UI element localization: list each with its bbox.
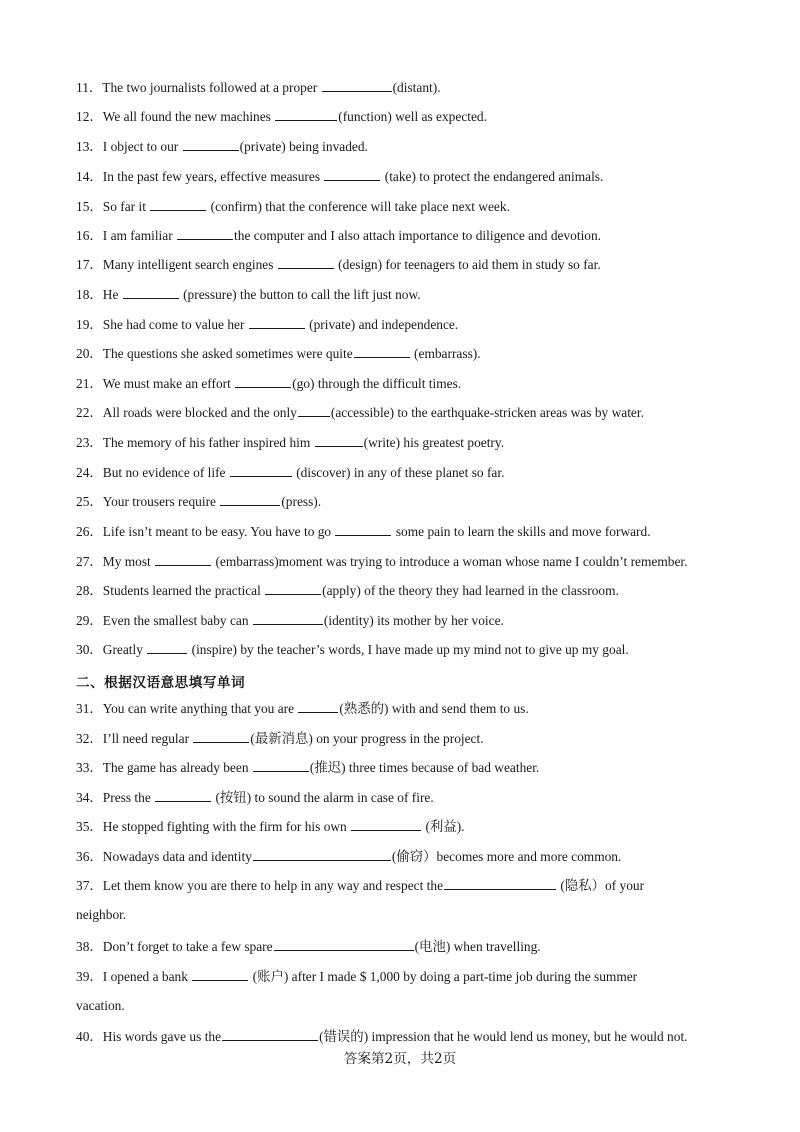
question-number: 20． — [76, 346, 103, 361]
question-item — [76, 937, 760, 956]
question-text-before: All roads were blocked and the only — [102, 405, 297, 420]
question-number: 15． — [76, 199, 103, 214]
question-item — [76, 729, 760, 748]
answer-blank[interactable] — [123, 285, 179, 299]
question-item — [76, 344, 760, 363]
question-text-before: Even the smallest baby can — [102, 613, 252, 628]
question-text-before: So far it — [102, 199, 150, 214]
question-number: 33． — [76, 760, 103, 775]
answer-blank[interactable] — [147, 640, 187, 654]
answer-blank[interactable] — [193, 729, 249, 743]
question-item — [76, 107, 760, 126]
question-text-after: (take) to protect the endangered animals. — [381, 169, 604, 184]
question-text-before: His words gave us the — [102, 1029, 222, 1044]
question-item — [76, 699, 760, 718]
question-text-after: (private) being invaded. — [239, 139, 368, 154]
answer-blank[interactable] — [235, 374, 291, 388]
question-text-after: (隐私）of your — [557, 878, 645, 893]
answer-blank[interactable] — [278, 255, 334, 269]
question-number: 39． — [76, 969, 103, 984]
answer-blank[interactable] — [322, 78, 392, 92]
question-text-before: Don’t forget to take a few spare — [102, 939, 273, 954]
question-text-after: (错误的) impression that he would lend us money, but he would not. — [319, 1029, 688, 1044]
answer-blank[interactable] — [275, 107, 337, 121]
question-item — [76, 137, 760, 156]
question-text-after: (press). — [281, 494, 322, 509]
question-text-before: We must make an effort — [102, 376, 235, 391]
question-item — [76, 463, 760, 482]
question-text-after: (推迟) three times because of bad weather. — [309, 760, 540, 775]
question-item — [76, 552, 760, 571]
question-number: 34． — [76, 790, 103, 805]
question-item — [76, 847, 760, 866]
question-text-after: (电池) when travelling. — [414, 939, 541, 954]
question-number: 21． — [76, 376, 103, 391]
question-number: 31． — [76, 701, 103, 716]
answer-blank[interactable] — [298, 699, 338, 713]
question-text-after: (private) and independence. — [305, 317, 459, 332]
question-number: 29． — [76, 613, 103, 628]
question-item — [76, 1027, 760, 1046]
question-number: 38． — [76, 939, 103, 954]
question-text-before: I opened a bank — [102, 969, 192, 984]
question-text-before: The game has already been — [102, 760, 252, 775]
question-text-before: Your trousers require — [102, 494, 220, 509]
question-text-before: The memory of his father inspired him — [102, 435, 314, 450]
answer-blank[interactable] — [324, 167, 380, 181]
question-item — [76, 374, 760, 393]
question-text-before: Life isn’t meant to be easy. You have to go — [102, 524, 335, 539]
answer-blank[interactable] — [335, 522, 391, 536]
question-text-before: The questions she asked sometimes were quite — [102, 346, 353, 361]
question-text-before: Let them know you are there to help in any way and respect the — [102, 878, 444, 893]
question-number: 36． — [76, 849, 103, 864]
question-item — [76, 433, 760, 452]
answer-blank[interactable] — [444, 876, 556, 890]
question-text-before: I am familiar — [102, 228, 177, 243]
question-number: 17． — [76, 257, 103, 272]
question-number: 37． — [76, 878, 103, 893]
question-number: 22． — [76, 405, 103, 420]
answer-blank[interactable] — [298, 403, 330, 417]
question-text-before: He — [102, 287, 122, 302]
answer-blank[interactable] — [183, 137, 239, 151]
question-item — [76, 967, 760, 986]
question-number: 25． — [76, 494, 103, 509]
answer-blank[interactable] — [351, 817, 421, 831]
question-text-after: (账户) after I made $ 1,000 by doing a part-time job during the summer — [249, 969, 638, 984]
continuation-39: vacation. — [76, 998, 125, 1013]
answer-blank[interactable] — [177, 226, 233, 240]
question-item — [76, 78, 760, 97]
answer-blank[interactable] — [155, 788, 211, 802]
question-text-after: (embarrass)moment was trying to introduce a woman whose name I couldn’t remember. — [212, 554, 688, 569]
question-item — [76, 611, 760, 630]
question-text-after: (design) for teenagers to aid them in study so far. — [334, 257, 601, 272]
question-text-before: I object to our — [102, 139, 182, 154]
question-text-after: (discover) in any of these planet so far. — [292, 465, 505, 480]
question-item — [76, 167, 760, 186]
question-text-before: Many intelligent search engines — [102, 257, 277, 272]
answer-blank[interactable] — [274, 937, 414, 951]
answer-blank[interactable] — [192, 967, 248, 981]
question-number: 11． — [76, 80, 103, 95]
question-text-after: the computer and I also attach importance to diligence and devotion. — [234, 228, 602, 243]
question-item — [76, 315, 760, 334]
question-text-before: You can write anything that you are — [102, 701, 298, 716]
page-footer: 答案第2页，共2页 — [343, 1051, 457, 1067]
question-text-after: (熟悉的) with and send them to us. — [339, 701, 529, 716]
question-item — [76, 817, 760, 836]
question-item — [76, 255, 760, 274]
answer-blank[interactable] — [155, 552, 211, 566]
question-number: 12． — [76, 109, 103, 124]
question-text-after: (偷窃）becomes more and more common. — [391, 849, 622, 864]
question-number: 35． — [76, 819, 103, 834]
question-number: 28． — [76, 583, 103, 598]
question-text-after: (accessible) to the earthquake-stricken areas was by water. — [330, 405, 644, 420]
question-text-after: (go) through the difficult times. — [292, 376, 462, 391]
question-text-after: (write) his greatest poetry. — [363, 435, 505, 450]
answer-blank[interactable] — [220, 492, 280, 506]
question-text-before: He stopped fighting with the firm for his own — [102, 819, 351, 834]
question-text-before: Greatly — [102, 642, 147, 657]
question-item — [76, 876, 760, 895]
question-text-after: (按钮) to sound the alarm in case of fire. — [212, 790, 434, 805]
question-text-before: In the past few years, effective measures — [102, 169, 324, 184]
question-number: 24． — [76, 465, 103, 480]
question-text-before: Students learned the practical — [102, 583, 265, 598]
question-text-after: (pressure) the button to call the lift just now. — [179, 287, 421, 302]
question-number: 40． — [76, 1029, 103, 1044]
question-text-before: She had come to value her — [102, 317, 248, 332]
question-item — [76, 522, 760, 541]
question-item — [76, 640, 760, 659]
question-text-after: (distant). — [392, 80, 441, 95]
question-item — [76, 788, 760, 807]
question-text-after: some pain to learn the skills and move forward. — [392, 524, 651, 539]
answer-blank[interactable] — [265, 581, 321, 595]
question-number: 18． — [76, 287, 103, 302]
question-text-after: (identity) its mother by her voice. — [323, 613, 504, 628]
question-item — [76, 581, 760, 600]
question-number: 27． — [76, 554, 103, 569]
answer-blank[interactable] — [253, 611, 323, 625]
question-text-before: Nowadays data and identity — [102, 849, 252, 864]
answer-blank[interactable] — [253, 847, 391, 861]
question-item — [76, 492, 760, 511]
answer-blank[interactable] — [249, 315, 305, 329]
answer-blank[interactable] — [230, 463, 292, 477]
question-number: 13． — [76, 139, 103, 154]
question-text-after: (apply) of the theory they had learned in the classroom. — [322, 583, 619, 598]
question-item — [76, 758, 760, 777]
question-item — [76, 285, 760, 304]
question-text-before: But no evidence of life — [102, 465, 229, 480]
question-text-after: (embarrass). — [410, 346, 481, 361]
question-item — [76, 197, 760, 216]
question-text-after: (confirm) that the conference will take place next week. — [207, 199, 510, 214]
question-number: 19． — [76, 317, 103, 332]
question-text-after: (function) well as expected. — [338, 109, 487, 124]
question-number: 32． — [76, 731, 103, 746]
question-number: 23． — [76, 435, 103, 450]
answer-blank[interactable] — [354, 344, 410, 358]
question-text-before: The two journalists followed at a proper — [102, 80, 321, 95]
question-text-before: Press the — [102, 790, 155, 805]
question-text-after: (最新消息) on your progress in the project. — [250, 731, 484, 746]
question-text-after: (利益). — [422, 819, 465, 834]
continuation-37: neighbor. — [76, 907, 127, 922]
question-number: 16． — [76, 228, 103, 243]
question-number: 30． — [76, 642, 103, 657]
question-item — [76, 226, 760, 245]
question-text-before: We all found the new machines — [102, 109, 275, 124]
answer-blank[interactable] — [253, 758, 309, 772]
question-text-after: (inspire) by the teacher’s words, I have made up my mind not to give up my goal. — [188, 642, 629, 657]
question-text-before: My most — [102, 554, 155, 569]
answer-blank[interactable] — [315, 433, 363, 447]
answer-blank[interactable] — [150, 197, 206, 211]
question-number: 26． — [76, 524, 103, 539]
question-item — [76, 403, 760, 422]
question-text-before: I’ll need regular — [102, 731, 193, 746]
section-title: 二、根据汉语意思填写单词 — [76, 675, 246, 691]
answer-blank[interactable] — [222, 1027, 318, 1041]
question-number: 14． — [76, 169, 103, 184]
